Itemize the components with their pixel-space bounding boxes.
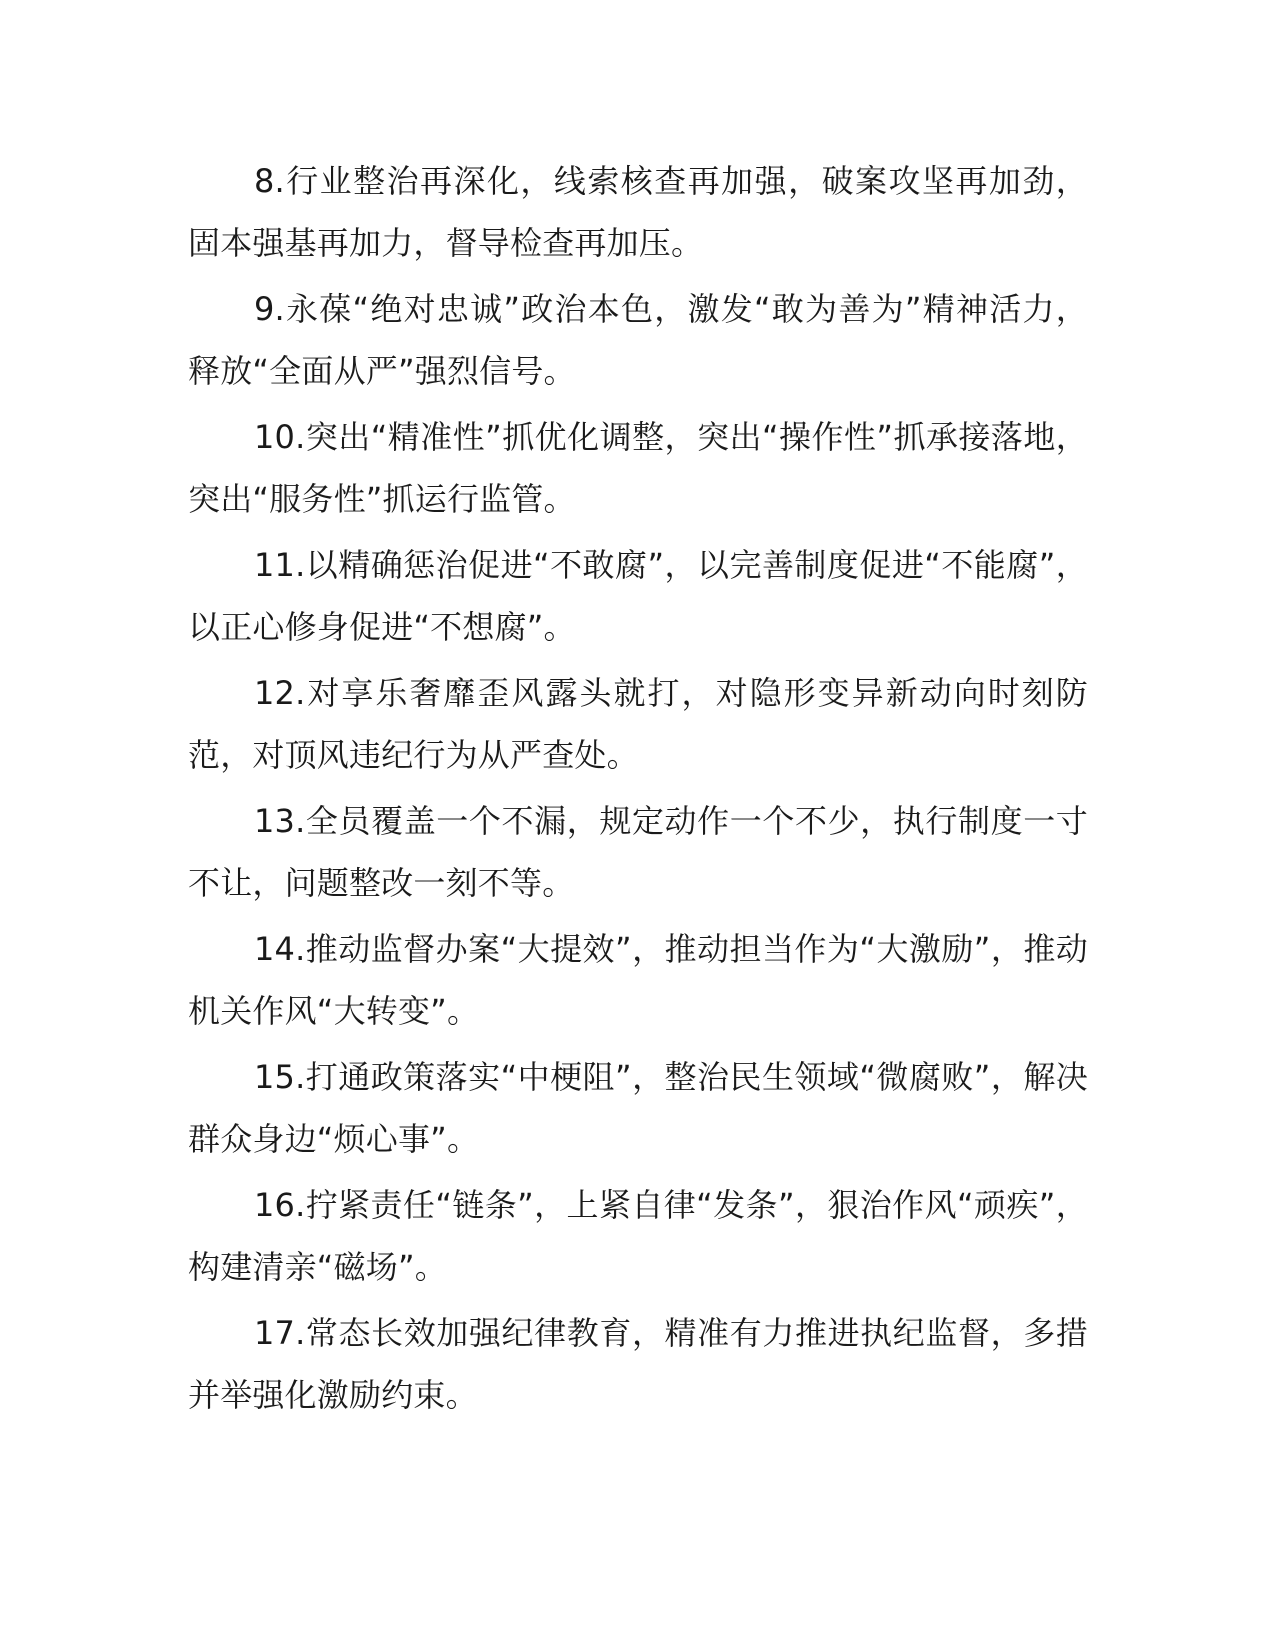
- paragraph-14: 14.推动监督办案“大提效”，推动担当作为“大激励”，推动机关作风“大转变”。: [188, 930, 1088, 1030]
- paragraph-16: 16.拧紧责任“链条”，上紧自律“发条”，狠治作风“顽疾”，构建清亲“磁场”。: [188, 1186, 1088, 1286]
- paragraph-9: 9.永葆“绝对忠诚”政治本色，激发“敢为善为”精神活力，释放“全面从严”强烈信号。: [188, 290, 1088, 390]
- paragraph-15: 15.打通政策落实“中梗阻”，整治民生领域“微腐败”，解决群众身边“烦心事”。: [188, 1058, 1088, 1158]
- paragraph-17: 17.常态长效加强纪律教育，精准有力推进执纪监督，多措并举强化激励约束。: [188, 1314, 1088, 1414]
- paragraph-8: 8.行业整治再深化，线索核查再加强，破案攻坚再加劲，固本强基再加力，督导检查再加压。: [188, 162, 1088, 262]
- paragraph-12: 12.对享乐奢靡歪风露头就打，对隐形变异新动向时刻防范，对顶风违纪行为从严查处。: [188, 674, 1088, 774]
- paragraph-10: 10.突出“精准性”抓优化调整，突出“操作性”抓承接落地，突出“服务性”抓运行监管。: [188, 418, 1088, 518]
- document-body: [188, 150, 1088, 1430]
- paragraph-11: 11.以精确惩治促进“不敢腐”，以完善制度促进“不能腐”，以正心修身促进“不想腐”。: [188, 546, 1088, 646]
- paragraph-13: 13.全员覆盖一个不漏，规定动作一个不少，执行制度一寸不让，问题整改一刻不等。: [188, 802, 1088, 902]
